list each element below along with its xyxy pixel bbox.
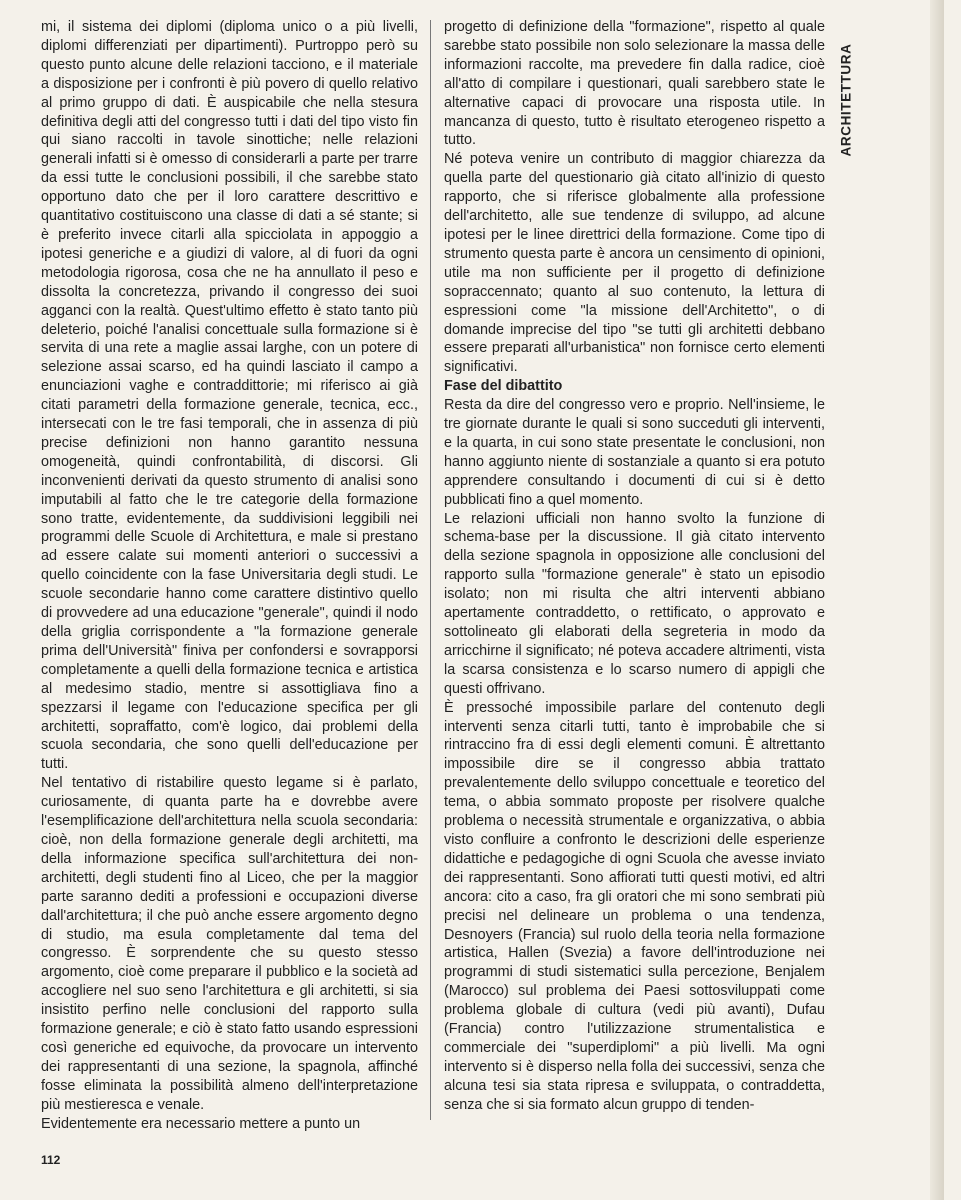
body-paragraph: Le relazioni ufficiali non hanno svolto la funzione di schema-base per la discussione. Il già citato intervento della sezione spagnola in opposizione alle conclusioni del rapporto sulla "formazione generale" è stato un episodio isolato; non mi risulta che altri interventi abbiano apertamente contraddetto, o rettificato, o approvato e sottolineato gli elaborati della segreteria in modo da arricchirne il significato; né poteva accadere altrimenti, vista la scarsa consistenza e lo scarso numero di appigli che questi offrivano. [444,510,825,697]
body-paragraph: progetto di definizione della "formazione", rispetto al quale sarebbe stato possibile non solo selezionare la massa delle informazioni raccolte, ma prevedere fin dalla radice, cioè all'atto di compilare i questionari, quali sarebbero state le alternative capaci di provocare una risposta utile. In mancanza di questo, tutto è risultato eterogeneo rispetto a tutto. [444,19,825,149]
body-paragraph: Resta da dire del congresso vero e proprio. Nell'insieme, le tre giornate durante le quali si sono succeduti gli interventi, e la quarta, in cui sono state presentate le conclusioni, non hanno aggiunto niente di sostanziale a quanto si era potuto apprendere consultando i documenti di cui si è detto pubblicati fino a quel momento. [444,397,825,508]
body-paragraph: È pressoché impossibile parlare del contenuto degli interventi senza citarli tutti, tanto è improbabile che si rintraccino fra di essi degli elementi comuni. È altrettanto impossibile dire se il congresso abbia trattato prevalentemente dello sviluppo concettuale e teoretico del tema, o abbia sommato proposte per risolvere qualche problema o necessità strumentale e organizzativa, o abbia visto confluire a confronto le descrizioni delle esperienze didattiche e pedagogiche di ogni Scuola che avesse inviato dei rappresentanti. Sono affiorati tutti questi motivi, ed altri ancora: cito a caso, fra gli oratori che mi sono sembrati più precisi nel delineare un problema o una tendenza, Desnoyers (Francia) sul ruolo della teoria nella formazione artistica, Hallen (Svezia) a favore dell'introduzione nei programmi di studi sistematici sulla percezione, Benjalem (Marocco) sul problema dei Paesi sottosviluppati come problema globale di cultura (vedi più avanti), Dufau (Francia) contro l'utilizzazione strumentalistica e commerciale dei "superdiplomi" a più livelli. Ma ogni intervento si è disperso nella folla dei successivi, senza che alcuna tesi sia stata ripresa e sviluppata, o contraddetta, senza che si sia formato alcun gruppo di tenden- [444,699,825,1113]
left-text-column [41,18,418,1133]
section-heading: Fase del dibattito [444,378,563,395]
body-paragraph: Né poteva venire un contributo di maggior chiarezza da quella parte del questionario già citato all'inizio di questo rapporto, che si riferisce globalmente alla professione dell'architetto, alle sue tendenze di sviluppo, ad alcune ipotesi per le linee direttrici della formazione. Come tipo di strumento questa parte è ancora un censimento di opinioni, utile ma non sufficiente per il progetto di definizione sopraccennato; quanto al suo contenuto, la lettura di espressioni come "la missione dell'Architetto", o di domande imprecise del tipo "se tutti gli architetti debbano essere preparati all'urbanistica" non fornisce certo elementi significativi. [444,151,825,376]
page-edge [930,0,944,1200]
page-number: 112 [41,1153,61,1167]
body-paragraph: Nel tentativo di ristabilire questo legame si è parlato, curiosamente, di quanta parte ha e dovrebbe avere l'esemplificazione dell'architettura nella scuola secondaria: cioè, non della formazione generale degli architetti, ma della informazione specifica sull'architettura dei non-architetti, degli studenti fino al Liceo, che per la maggior parte saranno dediti a professioni e occupazioni diverse dall'architettura; il che può anche essere argomento degno di studio, ma esula completamente dal tema del congresso. È sorprendente che su questo stesso argomento, cioè come preparare il pubblico e la società ad accogliere nel suo seno l'architettura e gli architetti, si sia insistito perfino nelle conclusioni del rapporto sulla formazione generale; e ciò è stato fatto usando espressioni così generiche ed equivoche, da provocare un intervento dei rappresentanti di una sezione, la spagnola, affinché fosse eliminata la possibilità almeno dell'interpretazione più mestieresca e venale. [41,775,418,1113]
column-divider [430,20,431,1120]
right-text-column [444,18,825,1115]
body-paragraph: mi, il sistema dei diplomi (diploma unico o a più livelli, diplomi differenziati per dipartimenti). Purtroppo però su questo punto alcune delle relazioni tacciono, e il materiale a disposizione per i confronti è più povero di quello relativo al primo gruppo di dati. È auspicabile che nella stesura definitiva degli atti del congresso tutti i dati del tipo visto fin qui siano raccolti in tavole sinottiche; nelle relazioni generali infatti si è omesso di considerarli a parte per trarre da essi tutte le conclusioni possibili, il che sarebbe stato opportuno dato che per il loro carattere descrittivo e quantitativo costituiscono una classe di dati a sé stante; si è preferito invece citarli alla spicciolata in appoggio a ipotesi generiche e a giudizi di valore, al di fuori da ogni metodologia rigorosa, cosa che ne ha annullato il peso e dissolta la concretezza, privando il congresso dei suoi agganci con la realtà. Quest'ultimo effetto è stato tanto più deleterio, poiché l'analisi concettuale sulla formazione si è servita di una rete a maglie assai larghe, con un potere di selezione assai scarso, ed ha quindi lasciato il campo a enunciazioni vaghe e contraddittorie; mi riferisco ai già citati parametri della formazione generale, tecnica, ecc., intersecati con le tre fasi temporali, che in assenza di più precise definizioni non hanno garantito nessuna omogeneità, quindi confrontabilità, di discorsi. Gli inconvenienti derivati da questo strumento di analisi sono imputabili al fatto che le tre categorie della formazione sono tratte, evidentemente, da suddivisioni leggibili nei programmi delle Scuole di Architettura, e male si prestano ad essere calate sui momenti anteriori o successivi a quello coincidente con la fase Universitaria degli studi. Le scuole secondarie hanno come carattere distintivo quello di provvedere ad una educazione "generale", quindi il nodo della griglia corrispondente a "la formazione generale prima dell'Università" finiva per confondersi e sovrapporsi completamente a quelli della formazione tecnica e artistica al medesimo stadio, mentre si assottigliava fino a spezzarsi il legame con l'educazione specifica per gli architetti, sopraffatto, com'è logico, dai problemi della scuola secondaria, che sono quelli dell'educazione per tutti. [41,19,418,773]
body-paragraph: Evidentemente era necessario mettere a punto un [41,1115,361,1132]
section-label-text: ARCHITETTURA [838,43,854,157]
section-label [833,20,859,180]
